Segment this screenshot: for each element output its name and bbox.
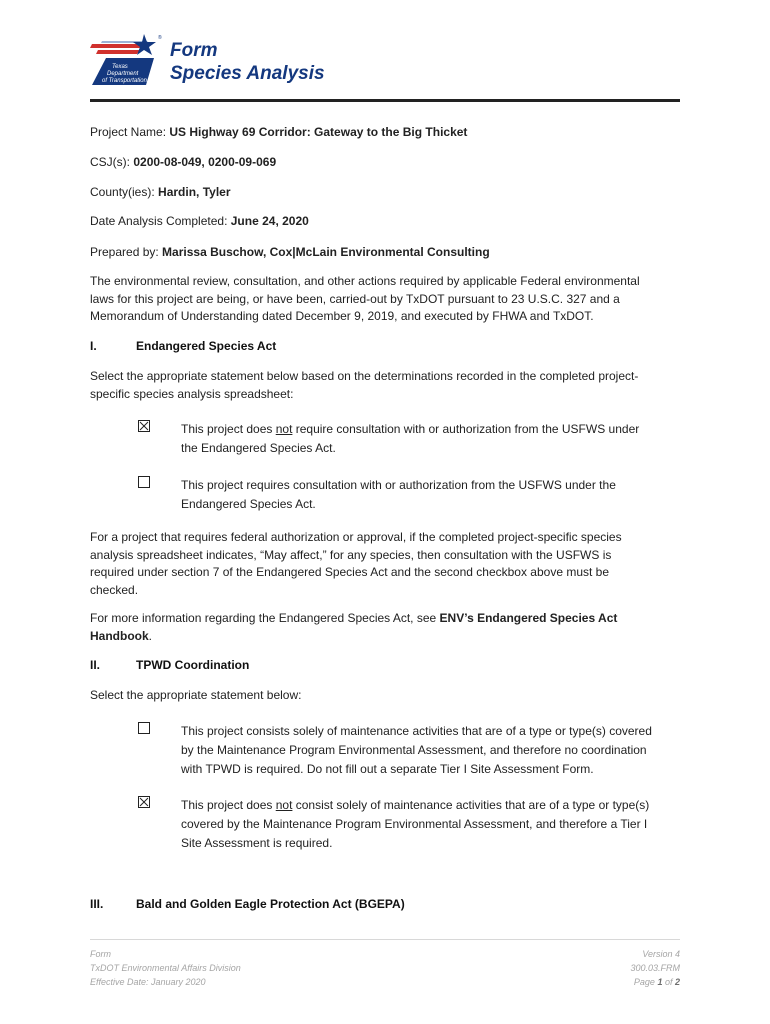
prepared-label: Prepared by: bbox=[90, 245, 163, 259]
footer-left: Form TxDOT Environmental Affairs Division Effective Date: January 2020 bbox=[90, 949, 241, 987]
section-number: I. bbox=[90, 339, 97, 353]
logo-text-3: of Transportation bbox=[102, 78, 147, 84]
handbook-link-cont[interactable]: Handbook bbox=[90, 628, 149, 643]
date-value: June 24, 2020 bbox=[230, 214, 309, 228]
svg-text:®: ® bbox=[158, 35, 162, 41]
section-2-heading bbox=[90, 657, 249, 673]
tpwd-option-1-text: This project consists solely of maintenance activities that are of a type or type(s) covered by the Maintenance Program Environmental Assessment, and therefore no coordination with TPWD is required. Do not fill out a separate Tier I Site Assessment Form. bbox=[181, 724, 652, 776]
intro-line: The environmental review, consultation, and other actions required by applicable Federal environmental bbox=[90, 274, 640, 288]
txdot-logo bbox=[88, 30, 166, 88]
project-name-value: US Highway 69 Corridor: Gateway to the Big Thicket bbox=[169, 125, 468, 139]
page-indicator: Page 1 of 2 bbox=[633, 977, 680, 987]
intro-line: Memorandum of Understanding dated December 9, 2019, and executed by FHWA and TxDOT. bbox=[90, 309, 594, 323]
esa-no-consultation-checkbox[interactable] bbox=[138, 420, 150, 432]
section-title: Endangered Species Act bbox=[136, 339, 277, 353]
section-3-heading bbox=[90, 896, 405, 912]
esa-option-1-text: This project does not require consultation with or authorization from the USFWS under the Endangered Species Act. bbox=[181, 422, 640, 455]
footer-divider bbox=[90, 939, 680, 940]
form-label: Form bbox=[170, 40, 218, 61]
project-name-row bbox=[90, 124, 467, 140]
section-title: TPWD Coordination bbox=[136, 658, 250, 672]
esa-option-2-text: This project requires consultation with or authorization from the USFWS under the Endangered Species Act. bbox=[181, 478, 616, 511]
instruction-line: specific species analysis spreadsheet: bbox=[90, 386, 294, 401]
section-number: III. bbox=[90, 897, 104, 911]
instruction-line: Select the appropriate statement below based on the determinations recorded in the completed project- bbox=[90, 369, 639, 383]
tpwd-option-2-text: This project does not consist solely of maintenance activities that are of a type or type(s) covered by the Maintenance Program Environmental Assessment, and therefore a Tier I Site Assessment is required. bbox=[181, 798, 650, 850]
form-name: Species Analysis bbox=[170, 63, 325, 84]
footer-right: Version 4 300.03.FRM Page 1 of 2 bbox=[630, 949, 680, 987]
esa-note-paragraph: For a project that requires federal authorization or approval, if the completed project-specific species analysis spreadsheet indicates, “May affect,” for any species, then consultation with the USFWS is required under section 7 of the Endangered Species Act and the second checkbox above must be checked. bbox=[90, 530, 622, 597]
esa-more-info-paragraph: For more information regarding the Endangered Species Act, see ENV’s Endangered Species Act Handbook. bbox=[90, 611, 618, 643]
tpwd-not-maintenance-checkbox[interactable] bbox=[138, 796, 150, 808]
section-1-heading bbox=[90, 338, 276, 354]
section-1-instructions bbox=[90, 368, 680, 403]
csj-value: 0200-08-049, 0200-09-069 bbox=[133, 155, 277, 169]
intro-paragraph bbox=[90, 273, 680, 326]
header-divider bbox=[90, 99, 680, 102]
esa-consultation-required-checkbox[interactable] bbox=[138, 476, 150, 488]
section-title: Bald and Golden Eagle Protection Act (BGEPA) bbox=[136, 897, 405, 911]
tpwd-maintenance-only-checkbox[interactable] bbox=[138, 722, 150, 734]
check-x-icon bbox=[139, 797, 149, 807]
check-x-icon bbox=[139, 421, 149, 431]
csj-row bbox=[90, 154, 276, 170]
handbook-link[interactable]: ENV’s Endangered Species Act bbox=[439, 611, 618, 625]
prepared-row bbox=[90, 244, 490, 260]
logo-text-1: Texas bbox=[112, 64, 128, 70]
county-row bbox=[90, 184, 231, 200]
prepared-value: Marissa Buschow, Cox|McLain Environmental Consulting bbox=[162, 245, 490, 259]
county-label: County(ies): bbox=[90, 185, 159, 199]
section-2-instructions: Select the appropriate statement below: bbox=[90, 688, 302, 702]
project-name-label: Project Name: bbox=[90, 125, 170, 139]
county-value: Hardin, Tyler bbox=[158, 185, 231, 199]
intro-line: laws for this project are being, or have been, carried-out by TxDOT pursuant to 23 U.S.C. 327 and a bbox=[90, 291, 620, 306]
logo-text-2: Department bbox=[107, 71, 139, 77]
date-row bbox=[90, 213, 309, 229]
csj-label: CSJ(s): bbox=[90, 155, 134, 169]
date-label: Date Analysis Completed: bbox=[90, 214, 231, 228]
section-number: II. bbox=[90, 658, 101, 672]
